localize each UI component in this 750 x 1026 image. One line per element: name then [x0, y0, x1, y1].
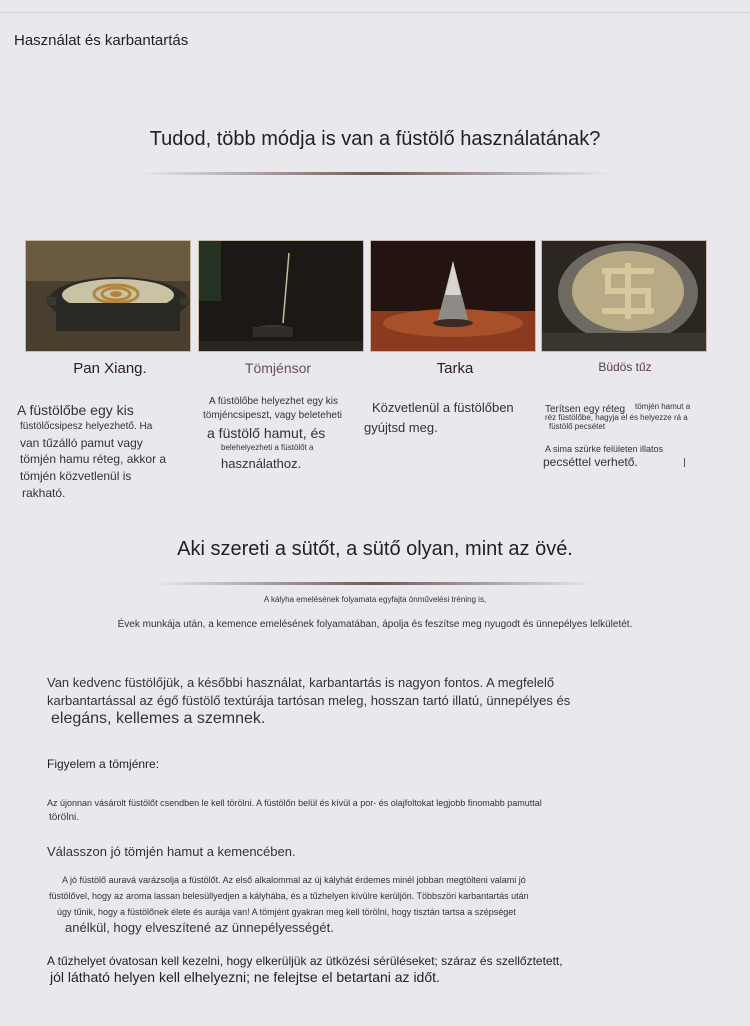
- attention-label: Figyelem a tömjénre:: [47, 757, 160, 771]
- coiled-incense-image: [25, 240, 191, 352]
- card2-line3: a füstölő hamut, és: [207, 425, 326, 441]
- care-paragraph-line2: karbantartással az égő füstölő textúrája tartósan meleg, hosszan tartó illatú, ünnepélyes és: [47, 693, 571, 708]
- card4-line5: A sima szürke felületen illatos: [545, 444, 664, 454]
- seal-incense-image: [541, 240, 707, 352]
- card-title-budos-tuz: Büdös tűz: [598, 360, 652, 374]
- stove-subtitle-2: Évek munkája után, a kemence emelésének folyamatában, ápolja és feszítse meg nyugodt és ünnepélyes lelkületét.: [117, 619, 633, 630]
- card2-line4: belehelyezheti a füstölőt a: [221, 443, 314, 452]
- card1-line3: van tűzálló pamut vagy: [20, 436, 143, 450]
- card2-line1: A füstölőbe helyezhet egy kis: [209, 396, 338, 407]
- incense-cone-image: [370, 240, 536, 352]
- cleaning-note-line1: Az újonnan vásárolt füstölőt csendben le kell törölni. A füstölőn belül és kívül a por- és olajfoltokat legjobb finomabb pamuttal: [47, 798, 542, 808]
- card1-line5: tömjén közvetlenül is: [20, 469, 132, 483]
- stove-subtitle-1: A kályha emelésének folyamata egyfajta önművelési tréning is,: [263, 595, 487, 604]
- aura-paragraph-line1: A jó füstölő auravá varázsolja a füstölőt. Az első alkalommal az új kályhát érdemes minél jobban megtölteni valami jó: [62, 875, 526, 885]
- card2-line5: használathoz.: [221, 456, 302, 471]
- final-advice-line2: jól látható helyen kell elhelyezni; ne felejtse el betartani az időt.: [50, 969, 440, 985]
- choose-ash-line: Válasszon jó tömjén hamut a kemencében.: [47, 844, 296, 859]
- incense-stick-image: [198, 240, 364, 352]
- top-divider: [0, 12, 750, 13]
- cleaning-note-line2: törölni.: [49, 812, 80, 823]
- card-title-pan-xiang: Pan Xiang.: [73, 360, 147, 377]
- card3-line2: gyújtsd meg.: [364, 420, 438, 435]
- card4-line3: réz füstölőbe, hagyja el és helyezze rá a: [545, 413, 688, 422]
- aura-paragraph-line3: úgy tűnik, hogy a füstölőnek élete és aurája van! A tömjént gyakran meg kell törölni, hogy tisztán tartsa a szépséget: [57, 907, 516, 917]
- text-cursor-mark: [684, 458, 685, 467]
- card4-line4: füstölő pecsétet: [549, 422, 606, 431]
- card3-line1: Közvetlenül a füstölőben: [372, 400, 514, 415]
- card1-line4: tömjén hamu réteg, akkor a: [20, 452, 167, 466]
- card1-line2: füstölőcsipesz helyezhető. Ha: [20, 421, 153, 432]
- aura-paragraph-line4: anélkül, hogy elveszítené az ünnepélyességét.: [65, 920, 334, 935]
- card-title-tarka: Tarka: [436, 360, 474, 377]
- care-paragraph-line1: Van kedvenc füstölőjük, a későbbi használat, karbantartás is nagyon fontos. A megfelelő: [47, 675, 555, 690]
- card4-line2: tömjén hamut a: [635, 402, 691, 411]
- aura-paragraph-line2: füstölővel, hogy az aroma lassan belesüllyedjen a kályhába, és a tűzhelyen kívülre kerüljön. Többszöri karbantartás után: [49, 891, 529, 901]
- heading-divider-2: [155, 582, 595, 585]
- page-title: Használat és karbantartás: [14, 32, 189, 49]
- card4-line1: Terítsen egy réteg: [545, 404, 626, 415]
- section-heading-stove: Aki szereti a sütőt, a sütő olyan, mint az övé.: [177, 538, 573, 560]
- section-heading-usage: Tudod, több módja is van a füstölő használatának?: [149, 128, 601, 150]
- card1-line1: A füstölőbe egy kis: [17, 402, 134, 418]
- final-advice-line1: A tűzhelyet óvatosan kell kezelni, hogy elkerüljük az ütközési sérüléseket; száraz és szellőztetett,: [47, 954, 563, 968]
- card-title-tomjensor: Tömjénsor: [244, 360, 312, 376]
- card2-line2: tömjéncsipeszt, vagy beleteheti: [203, 410, 342, 421]
- card1-line6: rakható.: [22, 486, 66, 500]
- care-paragraph-line3: elegáns, kellemes a szemnek.: [51, 710, 266, 727]
- heading-divider: [140, 172, 610, 175]
- card4-line6: pecséttel verhető.: [543, 455, 638, 469]
